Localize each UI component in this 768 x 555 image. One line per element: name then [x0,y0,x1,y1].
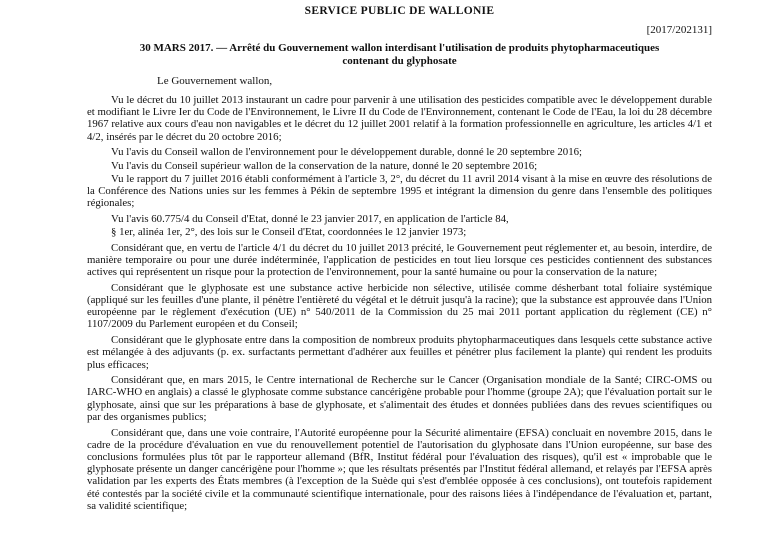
recital-paragraph: Considérant que, en mars 2015, le Centre international de Recherche sur le Cancer (Organisation mondiale de la Santé; CIRC-OMS ou IARC-WHO en anglais) a classé le glyphosate comme substance cancérigène probable pour l'homme (groupe 2A); que l'évaluation portait sur le glyphosate, ainsi que sur les préparations à base de glyphosate, et s'alimentait des études et données publiées dans des revues scientifiques ou par des organismes publics; [87,374,712,423]
recital-paragraph: Vu le décret du 10 juillet 2013 instaurant un cadre pour parvenir à une utilisation des pesticides compatible avec le développement durable et modifiant le Livre Ier du Code de l'Environnement, le Livre II du Code de l'Environnement, contenant le Code de l'Eau, la loi du 28 décembre 1967 relative aux cours d'eau non navigables et le décret du 12 juillet 2001 relatif à la formation professionnelle en agriculture, les articles 4/1 et 4/2, insérés par le décret du 20 octobre 2016; [87,94,712,143]
recital-paragraph: Considérant que le glyphosate est une substance active herbicide non sélective, utilisée comme désherbant total foliaire systémique (appliqué sur les feuilles d'une plante, il pénètre l'entièreté du végétal et le détruit jusqu'à la racine); que la substance est approuvée dans l'Union européenne par le règlement d'exécution (UE) n° 540/2011 de la Commission du 25 mai 2011 portant application du règlement (CE) n° 1107/2009 du Parlement européen et du Conseil; [87,281,712,331]
recital-paragraph: Vu l'avis du Conseil wallon de l'environnement pour le développement durable, donné le 20 septembre 2016; [111,146,582,159]
recital-paragraph: Vu le rapport du 7 juillet 2016 établi conformément à l'article 3, 2°, du décret du 11 avril 2014 visant à la mise en œuvre des résolutions de la Conférence des Nations unies sur les femmes à Pékin de septembre 1995 et intégrant la dimension du genre dans l'ensemble des politiques régionales; [87,172,712,210]
issuer-header: SERVICE PUBLIC DE WALLONIE [304,5,495,17]
reference-number: [2017/202131] [646,24,712,36]
authority-line: Le Gouvernement wallon, [157,75,273,87]
recital-paragraph: Vu l'avis du Conseil supérieur wallon de la conservation de la nature, donné le 20 septembre 2016; [111,159,538,172]
decree-title: 30 MARS 2017. — Arrêté du Gouvernement wallon interdisant l'utilisation de produits phytopharmaceutiques contenant du glyphosate [139,42,660,67]
recitals-body [87,94,712,512]
recital-paragraph: Vu l'avis 60.775/4 du Conseil d'Etat, donné le 23 janvier 2017, en application de l'article 84, [111,212,509,225]
recital-paragraph: Considérant que le glyphosate entre dans la composition de nombreux produits phytopharmaceutiques dans lesquels cette substance active est mélangée à des adjuvants (p. ex. surfactants permettant d'adhérer aux feuilles et pénétrer plus facilement la plante) qui rendent les produits plus efficaces; [87,334,712,371]
recital-paragraph: Considérant que, en vertu de l'article 4/1 du décret du 10 juillet 2013 précité, le Gouvernement peut réglementer et, au besoin, interdire, de manière temporaire ou pour une durée indéterminée, l'application de pesticides en tout lieu lorsque ces pesticides contiennent des substances actives qui représentent un risque pour la protection de l'environnement, pour la santé humaine ou pour la conservation de la nature; [87,241,712,279]
recital-paragraph: § 1er, alinéa 1er, 2°, des lois sur le Conseil d'Etat, coordonnées le 12 janvier 1973; [111,226,467,239]
recital-paragraph: Considérant que, dans une voie contraire, l'Autorité européenne pour la Sécurité alimentaire (EFSA) concluait en novembre 2015, dans le cadre de la procédure d'évaluation en vue du renouvellement potentiel de l'autorisation du glyphosate dans l'Union européenne, sur base des conclusions formulées plus tôt par le rapporteur allemand (BfR, Institut fédéral pour l'évaluation des risques), qu'il est « improbable que le glyphosate présente un danger cancérigène pour l'homme »; que les résultats présentés par l'Institut fédéral allemand, et relayés par l'EFSA après validation par les experts des États membres (à l'exception de la Suède qui s'est d'emblée opposée à ces conclusions), ont toutefois rapidement été contestés par la société civile et la communauté scientifique internationale, pour des raisons liées à l'indépendance de l'évaluation et, partant, sa validité scientifique; [87,426,712,512]
